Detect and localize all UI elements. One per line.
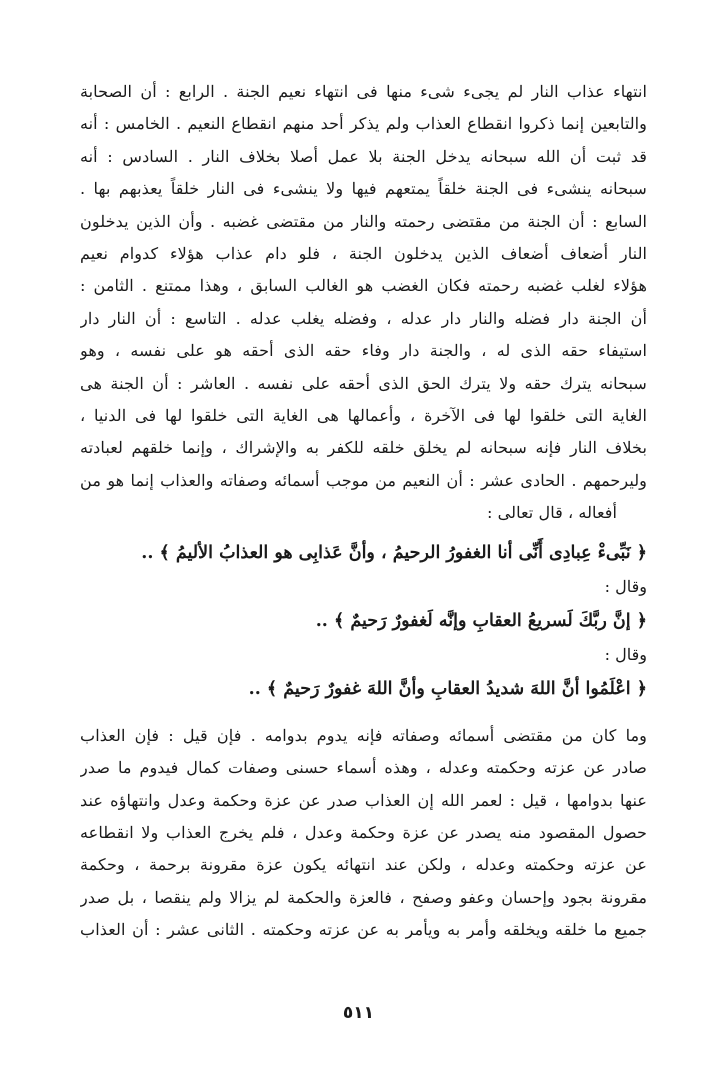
text-line: عن عزته وحكمته وعدله ، ولكن عند انتهائه يكون عزة مقرونة برحمة ، وحكمة <box>80 855 647 875</box>
paragraph-2 <box>80 720 647 947</box>
text-line: حصول المقصود منه يصدر عن عزة وحكمة وعدل ، فلم يخرج العذاب ولا انقطاعه <box>80 822 647 842</box>
text-line: سبحانه ينشىء فى الجنة خلقاً يمتعهم فيها ولا ينشىء فى النار خلقاً يعذبهم بها . <box>80 179 647 199</box>
page-number: ٥١١ <box>342 1003 375 1023</box>
text-line: والتابعين إنما ذكروا انقطاع العذاب ولم يذكر أحد منهم انقطاع النعيم . الخامس : أنه <box>80 114 647 134</box>
text-line: الغاية التى خلقوا لها فى الآخرة ، وأعمالها هى الغاية التى خلقوا لها فى الدنيا ، <box>80 406 647 426</box>
text-line: أفعاله ، قال تعالى : <box>487 503 617 523</box>
text-line: السابع : أن الجنة من مقتضى رحمته والنار من مقتضى غضبه . وأن الذين يدخلون <box>80 211 647 231</box>
text-line: استيفاء حقه الذى له ، والجنة دار وفاء حقه الذى أحقه هو على نفسه ، وهو <box>80 341 647 361</box>
text-line: مقرونة بجود وإحسان وعفو وصفح ، فالعزة والحكمة لم يزالا ولم ينقصا ، بل صدر <box>80 887 647 907</box>
quran-verse-2: ﴿ إنَّ ربَّكَ لَسريعُ العقابِ وإنَّه لَغفورٌ رَحيمٌ ﴾ .. <box>315 610 647 631</box>
text-line: صادر عن عزته وحكمته وعدله ، وهذه أسماء حسنى وصفات كمال فيدوم ما صدر <box>80 758 647 778</box>
text-line: وليرحمهم . الحادى عشر : أن النعيم من موجب أسمائه وصفاته والعذاب إنما هو من <box>80 470 647 490</box>
text-line: هؤلاء لغلب غضبه رحمته فكان الغضب هو الغالب السابق ، وهذا ممتنع . الثامن : <box>80 276 647 296</box>
verse-label-2: وقال : <box>604 644 647 664</box>
text-line: النار أضعاف أضعاف الذين يدخلون الجنة ، فلو دام عذاب هؤلاء كدوام نعيم <box>80 244 647 264</box>
paragraph-1 <box>80 76 647 530</box>
text-line: قد ثبت أن الله سبحانه يدخل الجنة بلا عمل أصلا بخلاف النار . السادس : أنه <box>80 146 647 166</box>
text-line: انتهاء عذاب النار لم يجىء شىء منها فى انتهاء نعيم الجنة . الرابع : أن الصحابة <box>80 82 647 101</box>
quran-verse-3: ﴿ اعْلَمُوا أنَّ اللهَ شديدُ العقابِ وأنَّ اللهَ غفورٌ رَحيمٌ ﴾ .. <box>248 678 647 699</box>
text-line: عنها بدوامها ، قيل : لعمر الله إن العذاب صدر عن عزة وحكمة وعدل وانتهاؤه عند <box>80 790 647 810</box>
quran-verse-1: ﴿ نَبِّىءْ عِبادِى أَنِّى أنا الغفورُ الرحيمُ ، وأنَّ عَذابِى هو العذابُ الأليمُ ﴾ .. <box>141 542 647 563</box>
verse-label-1: وقال : <box>604 576 647 596</box>
text-line: أن الجنة دار فضله والنار دار عدله ، وفضله يغلب عدله . التاسع : أن النار دار <box>80 308 647 328</box>
text-line: سبحانه يترك حقه ولا يترك الحق الذى أحقه على نفسه . العاشر : أن الجنة هى <box>80 373 647 393</box>
text-line: بخلاف النار فإنه سبحانه لم يخلق خلقه للكفر به والإشراك ، وإنما خلقهم لعبادته <box>80 438 647 458</box>
page-body <box>80 76 647 947</box>
text-line: جميع ما خلقه ويخلقه وأمر به ويأمر به عن عزته وحكمته . الثانى عشر : أن العذاب <box>80 920 647 940</box>
text-line: وما كان من مقتضى أسمائه وصفاته فإنه يدوم بدوامه . فإن قيل : فإن العذاب <box>80 725 647 745</box>
